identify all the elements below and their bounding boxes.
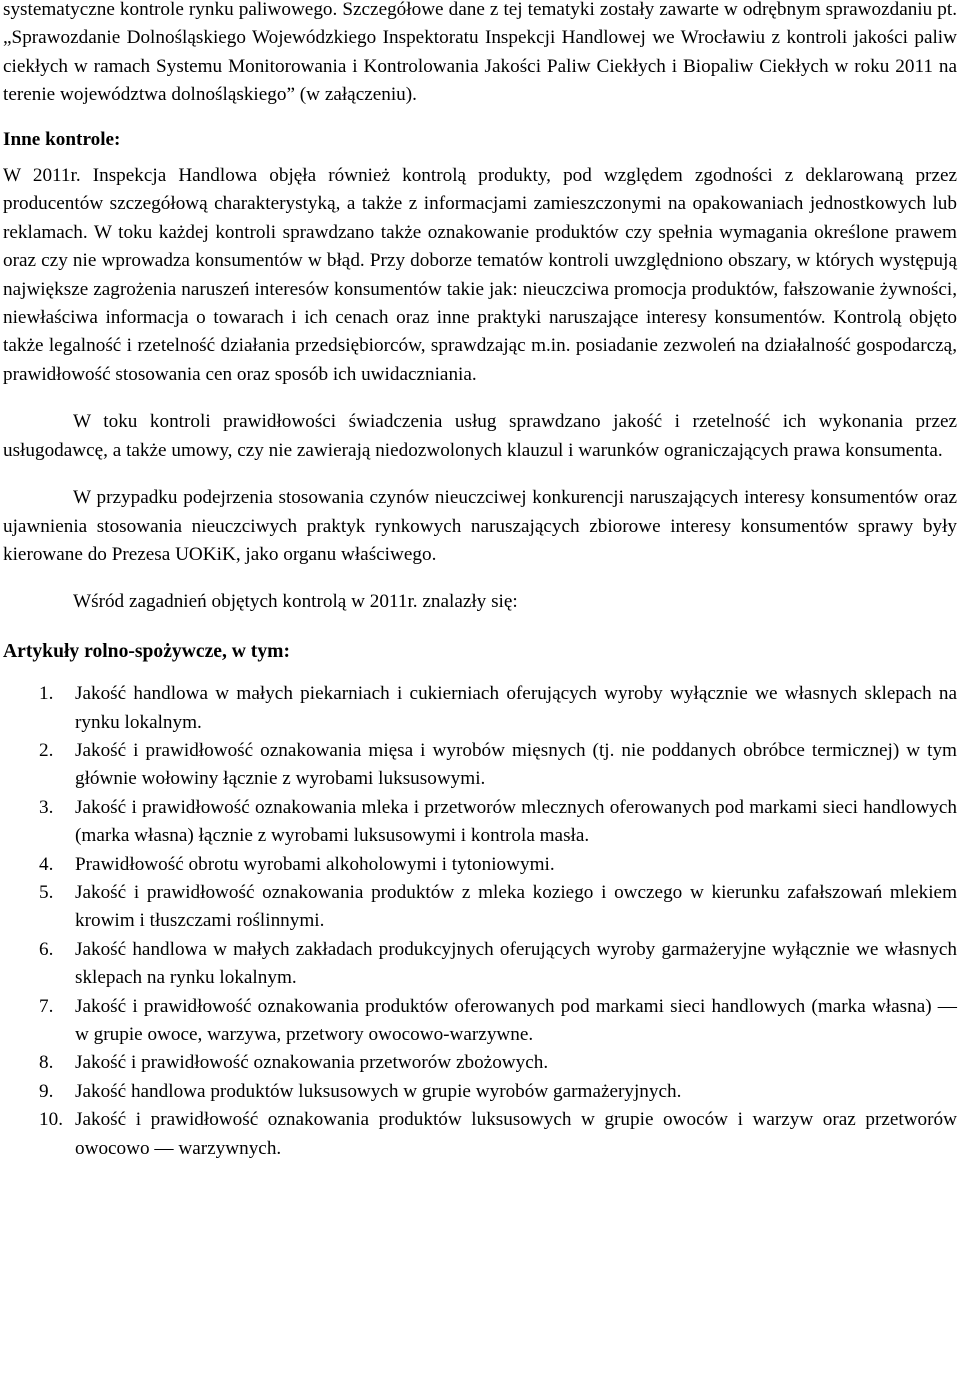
list-item-number: 6.	[39, 938, 54, 960]
list-item-number: 3.	[39, 796, 54, 818]
list-item-text: Jakość i prawidłowość oznakowania produktów oferowanych pod markami sieci handlowych (marka własna) — w grupie owoce, warzywa, przetwory owocowo-warzywne.	[75, 995, 957, 1045]
list-item	[3, 680, 957, 737]
list-item	[3, 993, 957, 1050]
list-item	[3, 936, 957, 993]
paragraph-scope: W 2011r. Inspekcja Handlowa objęła również kontrolą produkty, pod względem zgodności z deklarowaną przez producentów szczegółową charakterystyką, a także z informacjami zamieszczonymi na opakowaniach jednostkowych lub reklamach. W toku każdej kontroli sprawdzano także oznakowanie produktów czy spełnia wymagania określone prawem oraz czy nie wprowadza konsumentów w błąd. Przy doborze tematów kontroli uwzględniono obszary, w których występują największe zagrożenia naruszeń interesów konsumentów takie jak: nieuczciwa promocja produktów, fałszowanie żywności, niewłaściwa informacja o towarach i ich cenach oraz inne praktyki naruszające interesy konsumentów. Kontrolą objęto także legalność i rzetelność działania przedsiębiorców, sprawdzając m.in. posiadanie zezwoleń na działalność gospodarczą, prawidłowość stosowania cen oraz sposób ich uwidaczniania.	[3, 165, 957, 385]
list-item-number: 8.	[39, 1052, 54, 1074]
list-item-number: 4.	[39, 853, 54, 875]
list-item-text: Jakość handlowa w małych piekarniach i cukierniach oferujących wyroby wyłącznie we własnych sklepach na rynku lokalnym.	[75, 683, 957, 733]
section-heading-inne-kontrole: Inne kontrole:	[3, 128, 121, 150]
list-item	[3, 1049, 957, 1077]
list-item-text: Jakość i prawidłowość oznakowania produktów z mleka koziego i owczego w kierunku zafałszowań mlekiem krowim i tłuszczami roślinnymi.	[75, 881, 957, 932]
intro-paragraph: systematyczne kontrole rynku paliwowego. Szczegółowe dane z tej tematyki zostały zawarte w odrębnym sprawozdaniu pt. „Sprawozdanie Dolnośląskiego Wojewódzkiego Inspektoratu Inspekcji Handlowej we Wrocławiu z kontroli jakości paliw ciekłych w ramach Systemu Monitorowania i Kontrolowania Jakości Paliw Ciekłych i Biopaliw Ciekłych w roku 2011 na terenie województwa dolnośląskiego” (w załączeniu).	[3, 0, 957, 106]
list-item	[3, 1078, 957, 1106]
paragraph-uokik: W przypadku podejrzenia stosowania czynów nieuczciwej konkurencji naruszających interesy konsumentów oraz ujawnienia stosowania nieuczciwych praktyk rynkowych naruszających zbiorowe interesy konsumentów sprawy były kierowane do Prezesa UOKiK, jako organu właściwego.	[3, 487, 957, 565]
list-item-number: 2.	[39, 739, 54, 761]
paragraph-topics-intro: Wśród zagadnień objętych kontrolą w 2011r. znalazły się:	[73, 591, 518, 613]
list-item-text: Jakość i prawidłowość oznakowania przetworów zbożowych.	[75, 1052, 549, 1074]
list-item-number: 5.	[39, 881, 54, 903]
list-item-number: 9.	[39, 1080, 54, 1102]
list-item-text: Jakość i prawidłowość oznakowania mleka i przetworów mlecznych oferowanych pod markami sieci handlowych (marka własna) łącznie z wyrobami luksusowymi i kontrola masła.	[75, 796, 957, 847]
list-item-number: 1.	[39, 683, 54, 705]
list-item-text: Jakość i prawidłowość oznakowania mięsa i wyrobów mięsnych (tj. nie poddanych obróbce termicznej) w tym głównie wołowiny łącznie z wyrobami luksusowymi.	[75, 739, 957, 790]
paragraph-services: W toku kontroli prawidłowości świadczenia usług sprawdzano jakość i rzetelność ich wykonania przez usługodawcę, a także umowy, czy nie zawierają niedozwolonych klauzul i warunków ograniczających prawa konsumenta.	[3, 411, 957, 461]
list-item-text: Jakość handlowa w małych zakładach produkcyjnych oferujących wyroby garmażeryjne wyłącznie we własnych sklepach na rynku lokalnym.	[75, 938, 957, 989]
list-item-number: 7.	[39, 995, 54, 1017]
list-item	[3, 737, 957, 794]
list-item-text: Jakość handlowa produktów luksusowych w grupie wyrobów garmażeryjnych.	[75, 1080, 682, 1102]
list-item	[3, 1106, 957, 1163]
topics-list	[3, 680, 957, 1163]
subheading-artykuly: Artykuły rolno-spożywcze, w tym:	[3, 640, 290, 662]
list-item-text: Jakość i prawidłowość oznakowania produktów luksusowych w grupie owoców i warzyw oraz przetworów owocowo — warzywnych.	[75, 1109, 957, 1159]
list-item	[3, 794, 957, 851]
list-item	[3, 851, 957, 879]
list-item-number: 10.	[39, 1109, 63, 1131]
list-item	[3, 879, 957, 936]
list-item-text: Prawidłowość obrotu wyrobami alkoholowymi i tytoniowymi.	[75, 853, 555, 875]
